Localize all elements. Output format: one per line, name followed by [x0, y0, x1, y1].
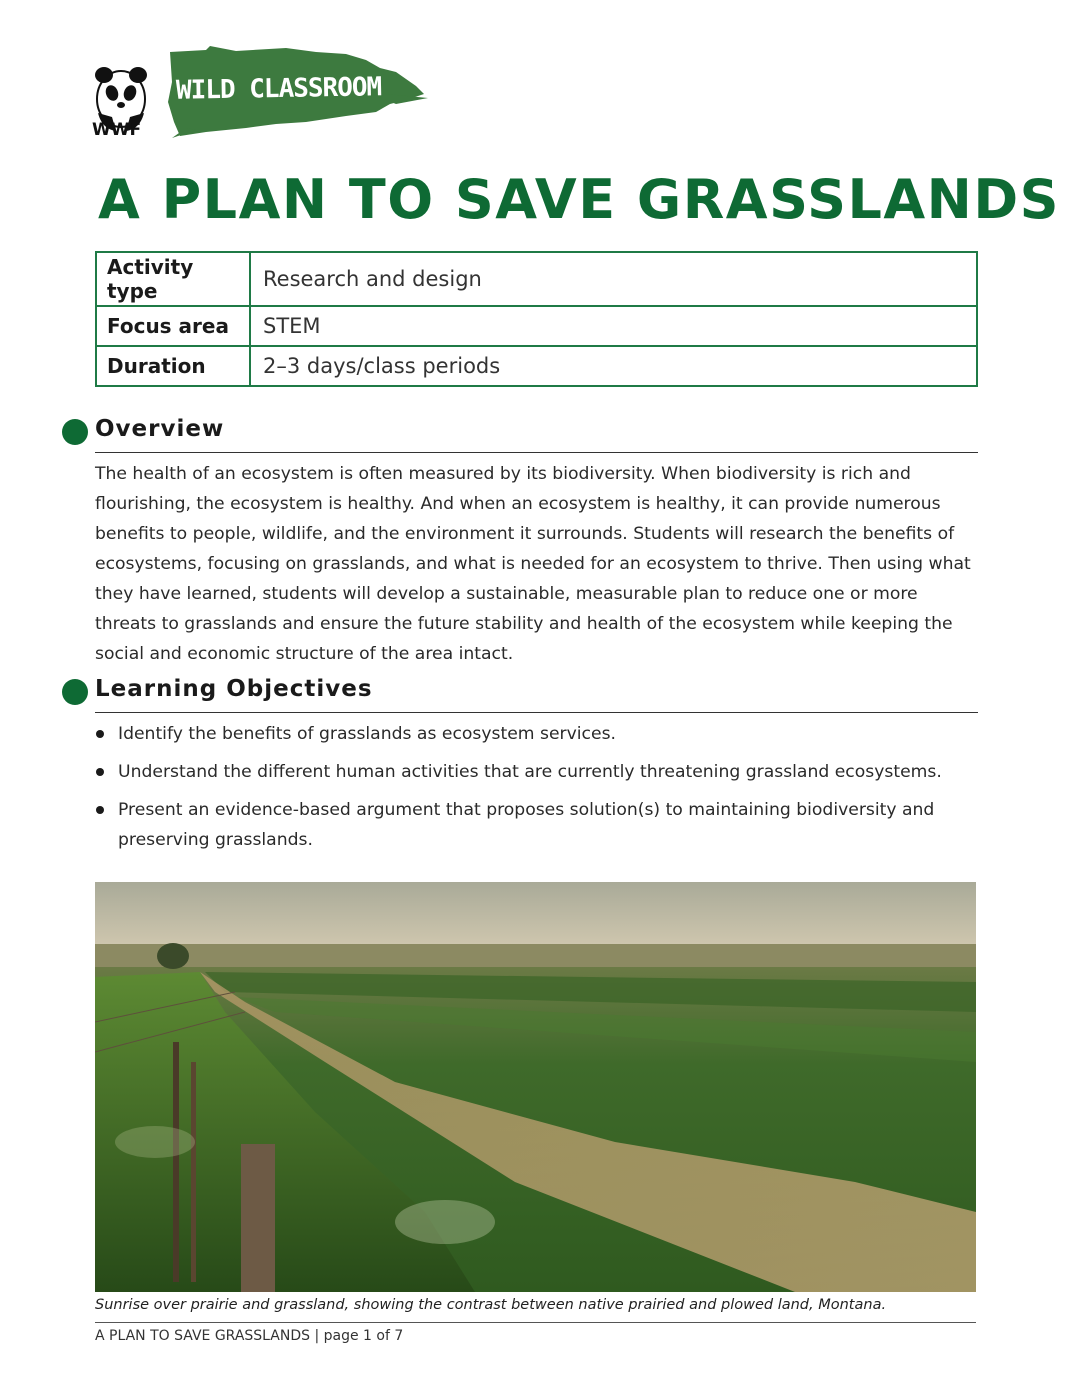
footer-separator: | — [310, 1328, 324, 1344]
table-row — [96, 306, 977, 346]
list-item — [95, 719, 978, 749]
overview-header — [95, 414, 978, 453]
objective-text: Understand the different human activities that are currently threatening grassland ecosystems. — [118, 762, 942, 782]
wild-classroom-label: WILD CLASSROOM — [175, 72, 382, 106]
table-row — [96, 346, 977, 386]
objectives-section — [62, 674, 978, 863]
overview-section — [62, 414, 978, 669]
objectives-heading: Learning Objectives — [95, 676, 373, 702]
bullet-icon — [96, 730, 104, 738]
overview-heading: Overview — [95, 416, 225, 442]
bullet-icon — [96, 768, 104, 776]
table-row — [96, 252, 977, 306]
activity-type-label: Activity type — [96, 252, 250, 306]
header-logos — [90, 40, 430, 140]
section-bullet-icon — [62, 679, 88, 705]
page-number: page 1 of 7 — [323, 1328, 404, 1344]
list-item — [95, 795, 978, 855]
focus-area-label: Focus area — [96, 306, 250, 346]
bullet-icon — [96, 806, 104, 814]
footer-doc-title: A PLAN TO SAVE GRASSLANDS — [95, 1328, 311, 1344]
page-footer — [95, 1328, 403, 1344]
objectives-header — [95, 674, 978, 713]
duration-value: 2–3 days/class periods — [250, 346, 977, 386]
list-item — [95, 757, 978, 787]
photo-caption: Sunrise over prairie and grassland, showing the contrast between native prairied and plowed land, Montana. — [95, 1297, 887, 1313]
page-title: A PLAN TO SAVE GRASSLANDS — [98, 168, 1061, 231]
wwf-wordmark: WWF — [92, 120, 142, 140]
section-bullet-icon — [62, 419, 88, 445]
duration-label: Duration — [96, 346, 250, 386]
grassland-photo — [95, 882, 976, 1292]
activity-type-value: Research and design — [250, 252, 977, 306]
activity-info-table — [95, 251, 978, 387]
objective-text: Identify the benefits of grasslands as ecosystem services. — [118, 724, 617, 744]
objectives-list — [95, 719, 978, 855]
overview-text: The health of an ecosystem is often measured by its biodiversity. When biodiversity is rich and flourishing, the ecosystem is healthy. And when an ecosystem is healthy, it can provide numerous benefits to people, wildlife, and the environment it surrounds. Students will research the benefits of ecosystems, focusing on grasslands, and what is needed for an ecosystem to thrive. Then using what they have learned, students will develop a sustainable, measurable plan to reduce one or more threats to grasslands and ensure the future stability and health of the ecosystem while keeping the social and economic structure of the area intact. — [95, 464, 971, 664]
objective-text: Present an evidence-based argument that proposes solution(s) to maintaining biodiversity and preserving grasslands. — [118, 800, 935, 850]
focus-area-value: STEM — [250, 306, 977, 346]
footer-divider — [95, 1322, 976, 1323]
